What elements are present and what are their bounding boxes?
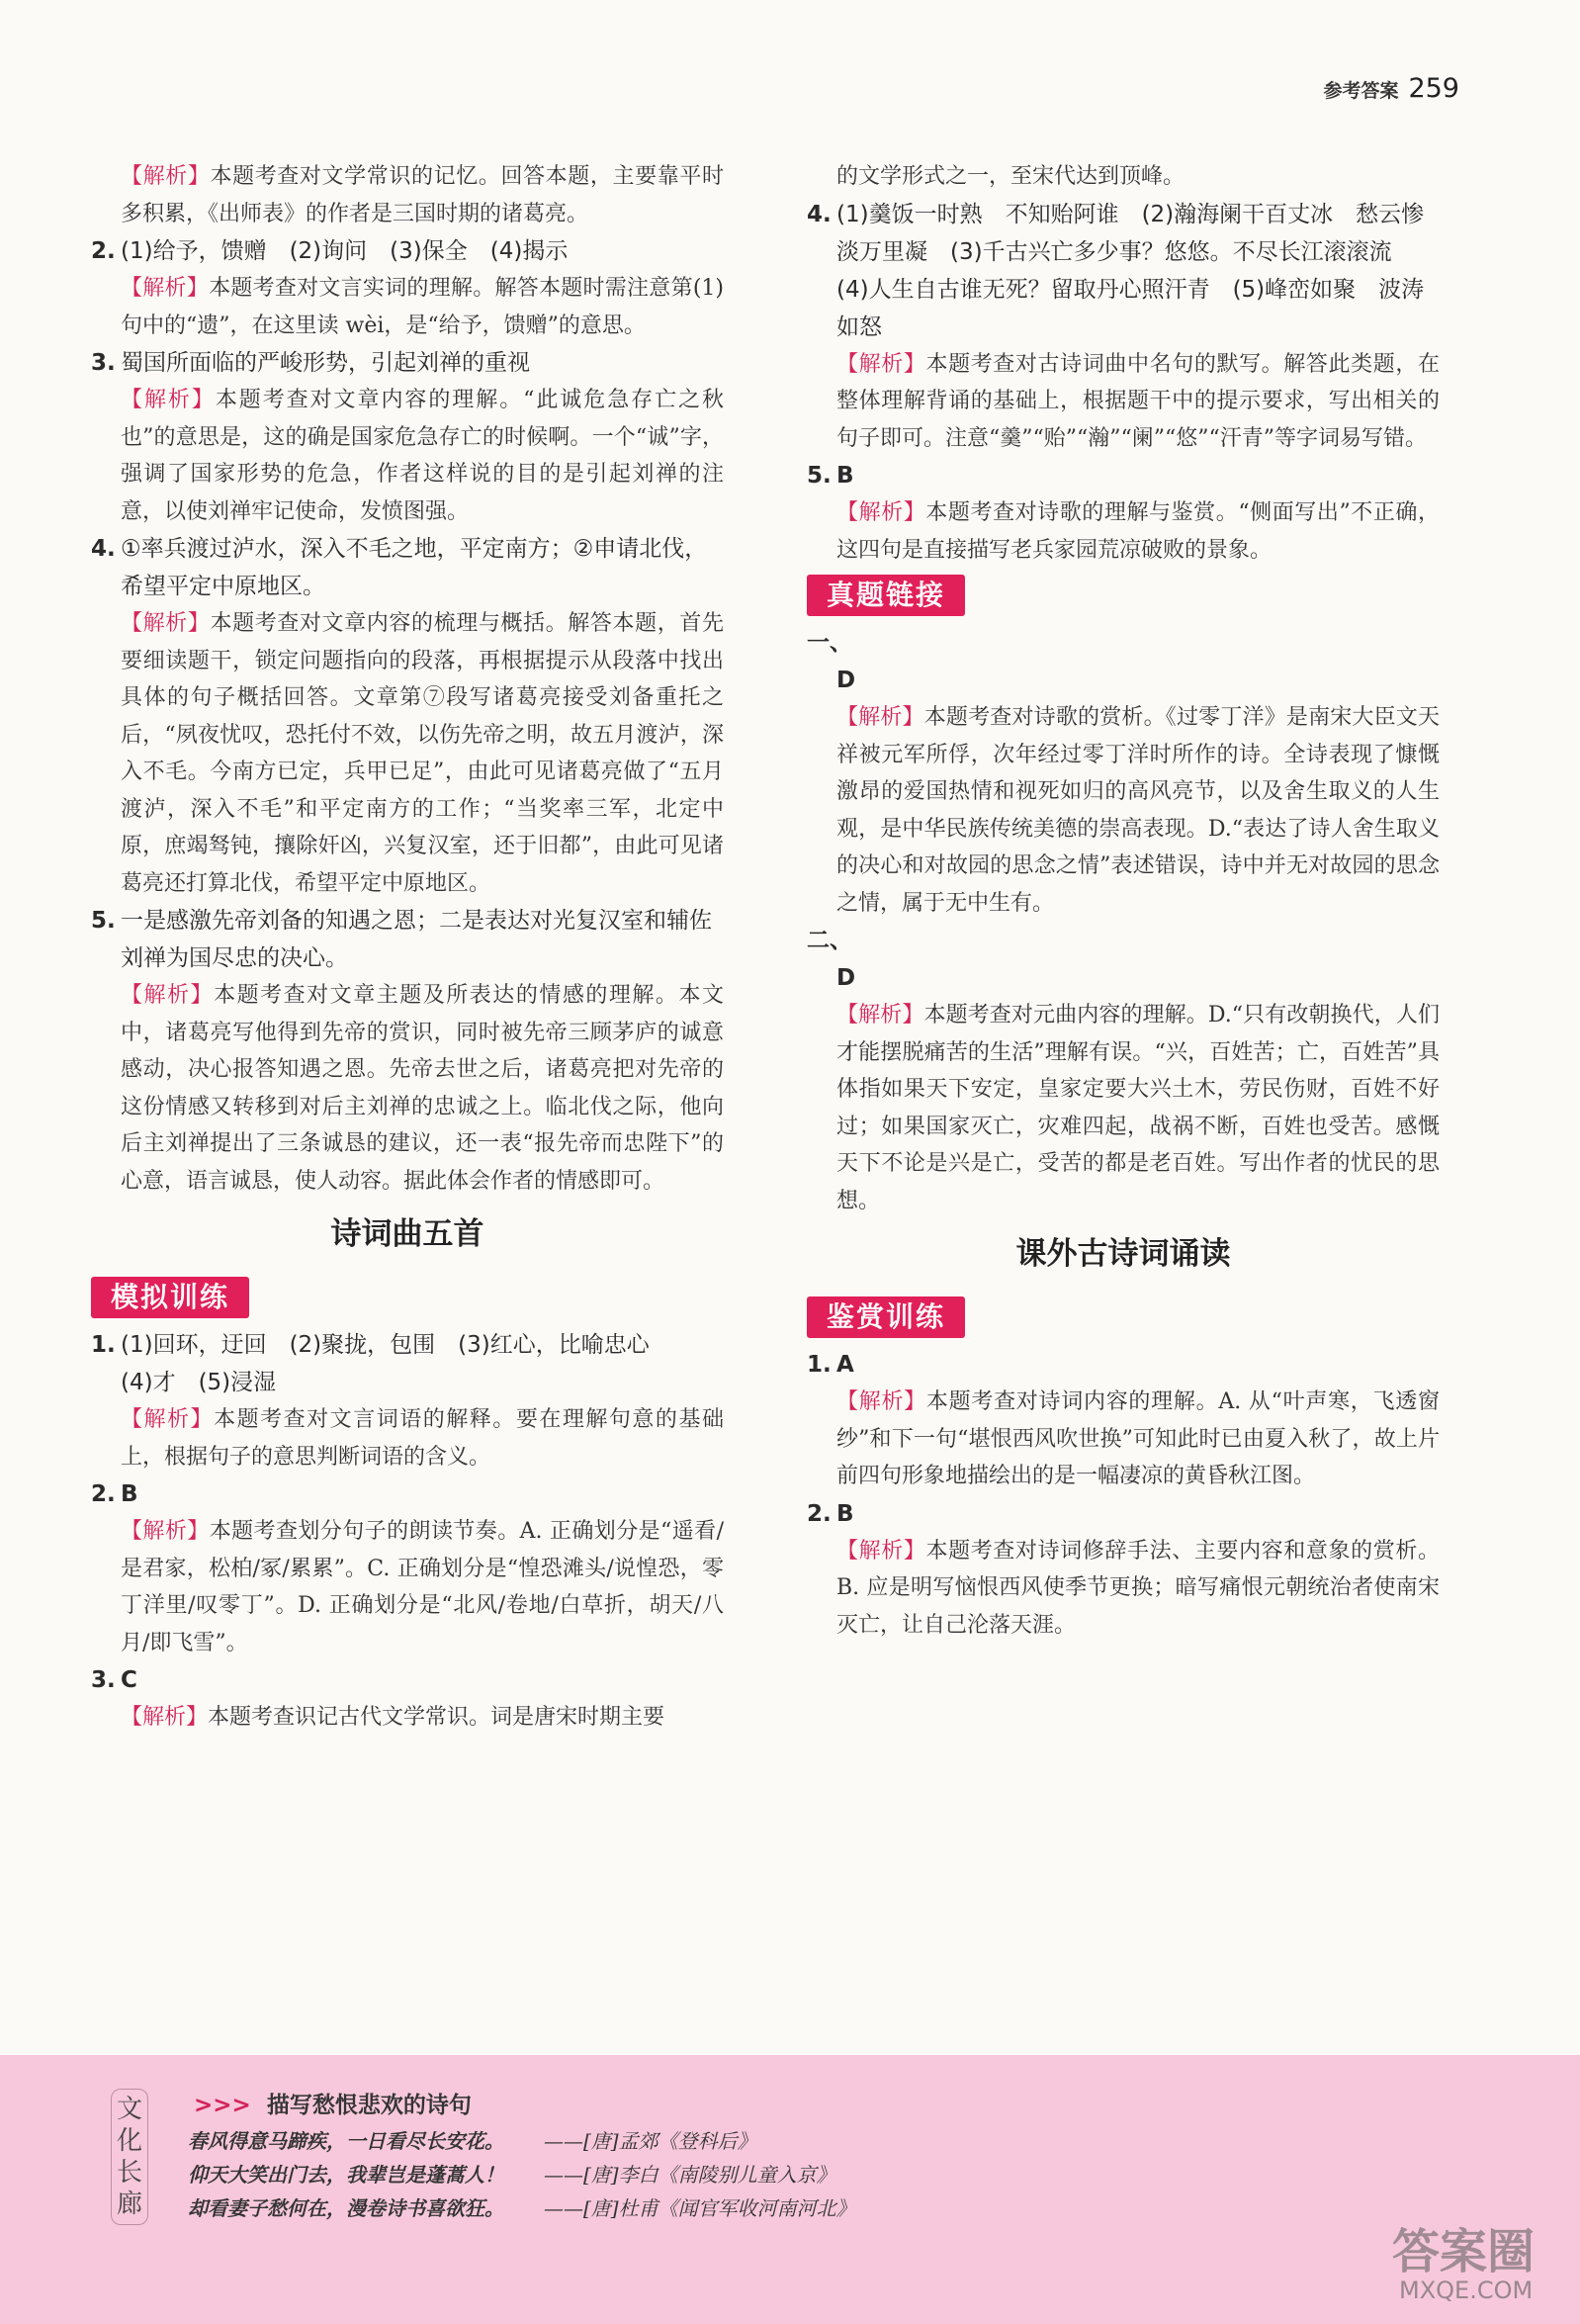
poem-text: 却看妻子愁何在，漫卷诗书喜欲狂。: [188, 2196, 504, 2220]
page-number: 259: [1408, 73, 1459, 104]
explanation: [121, 1513, 724, 1661]
answer-text: 蜀国所面临的严峻形势，引起刘禅的重视: [121, 350, 530, 376]
explanation-text: 本题考查对文言词语的解释。要在理解句意的基础上，根据句子的意思判断词语的含义。: [121, 1407, 724, 1470]
answer-text: B: [121, 1481, 138, 1507]
explanation: [121, 977, 724, 1200]
answer-text: ①率兵渡过泸水，深入不毛之地，平定南方；②申请北伐，希望平定中原地区。: [121, 536, 708, 599]
answer-text: (1)给予，馈赠 (2)询问 (3)保全 (4)揭示: [121, 238, 569, 264]
answer-text: D: [836, 668, 856, 693]
section-banner-wrap: [91, 1271, 724, 1326]
question-number: 4.: [91, 536, 116, 562]
watermark-logo: 答案圈: [1392, 2224, 1536, 2279]
side-char: 化: [116, 2126, 142, 2156]
explanation-text: 的文学形式之一，至宋代达到顶峰。: [836, 164, 1185, 189]
answer-item: [91, 1661, 724, 1699]
culture-corridor-label: [111, 2089, 148, 2225]
answer-item: [91, 1326, 724, 1364]
answer-text: (4)才 (5)浸湿: [121, 1370, 277, 1395]
explanation: [836, 997, 1440, 1219]
explanation-text: 本题考查对文章内容的理解。“此诚危急存亡之秋也”的意思是，这的确是国家危急存亡的时候啊。一个“诚”字，强调了国家形势的危急，作者这样说的目的是引起刘禅的注意，以使刘禅牢记使命，发愤图强。: [121, 388, 724, 524]
section-banner-wrap: [807, 569, 1440, 624]
question-number: 2.: [807, 1500, 832, 1527]
section-title: 课外古诗词诵读: [1015, 1236, 1231, 1272]
analysis-tag: 【解析】: [121, 276, 210, 301]
answer-text: A: [836, 1352, 854, 1378]
question-number: 5.: [807, 463, 832, 489]
question-number: 5.: [91, 908, 116, 934]
answer-text: (1)羹饭一时熟 不知贻阿谁 (2)瀚海阑干百丈冰 愁云惨淡万里凝 (3)千古兴亡多少事？悠悠。不尽长江滚滚流 (4)人生自古谁无死？留取丹心照汗青 (5)峰峦如聚 波涛如怒: [836, 201, 1425, 340]
right-column: [807, 158, 1440, 1644]
answer-text: B: [836, 1500, 854, 1527]
answer-text: 一是感激先帝刘备的知遇之恩；二是表达对光复汉室和辅佐刘禅为国尽忠的决心。: [121, 908, 712, 971]
poem-source: ——[唐]杜甫《闻官军收河南河北》: [544, 2196, 856, 2220]
question-number: 2.: [91, 238, 116, 264]
answer-item: [807, 1495, 1440, 1533]
side-char: 长: [116, 2158, 142, 2188]
explanation: [836, 494, 1440, 569]
poem-line: [188, 2191, 900, 2225]
question-number: 1.: [807, 1352, 832, 1378]
side-char: 文: [116, 2095, 142, 2124]
analysis-tag: 【解析】: [121, 388, 216, 412]
explanation: [121, 382, 724, 530]
poem-text: 仰天大笑出门去，我辈岂是蓬蒿人！: [188, 2163, 504, 2187]
answer-item: [91, 232, 724, 270]
analysis-tag: 【解析】: [836, 351, 926, 377]
section-title: 诗词曲五首: [330, 1216, 484, 1252]
question-number: 2.: [91, 1481, 116, 1507]
answer-text: B: [836, 463, 854, 489]
analysis-tag: 【解析】: [836, 705, 924, 730]
explanation-text: 本题考查对诗歌的理解与鉴赏。“侧面写出”不正确，这四句是直接描写老兵家园荒凉破败的景象。: [836, 500, 1440, 563]
explanation-text: 本题考查对古诗词曲中名句的默写。解答此类题，在整体理解背诵的基础上，根据题干中的提示要求，写出相关的句子即可。注意“羹”“贻”“瀚”“阑”“悠”“汗青”等字词易写错。: [836, 351, 1440, 451]
question-number: 3.: [91, 1667, 116, 1693]
explanation: [836, 158, 1440, 196]
poem-source: ——[唐]李白《南陵别儿童入京》: [544, 2163, 836, 2187]
explanation: [836, 1533, 1440, 1645]
question-number: 3.: [91, 350, 116, 376]
analysis-tag: 【解析】: [121, 1705, 209, 1730]
question-number: 4.: [807, 201, 832, 227]
section-banner-wrap: [807, 1291, 1440, 1346]
side-char: 廊: [116, 2190, 142, 2219]
explanation: [836, 1384, 1440, 1495]
explanation-text: 本题考查对元曲内容的理解。D.“只有改朝换代，人们才能摆脱痛苦的生活”理解有误。“兴，百姓苦；亡，百姓苦”具体指如果天下安定，皇家定要大兴土木，劳民伤财，百姓不好过；如果国家灭亡，灾难四起，战祸不断，百姓也受苦。感慨天下不论是兴是亡，受苦的都是老百姓。写出作者的忧民的思想。: [836, 1003, 1440, 1213]
left-column: [91, 158, 724, 1737]
analysis-tag: 【解析】: [836, 1538, 926, 1564]
explanation-text: 本题考查对文章主题及所表达的情感的理解。本文中，诸葛亮写他得到先帝的赏识，同时被先帝三顾茅庐的诚意感动，决心报答知遇之恩。先帝去世之后，诸葛亮把对先帝的这份情感又转移到对后主刘禅的忠诚之上。临北伐之际，他向后主刘禅提出了三条诚恳的建议，还一表“报先帝而忠陛下”的心意，语言诚恳，使人动容。据此体会作者的情感即可。: [121, 983, 724, 1194]
section-banner: 模拟训练: [91, 1277, 249, 1318]
explanation: [121, 605, 724, 902]
part-number: 二、: [807, 928, 852, 953]
explanation-text: 本题考查对诗词修辞手法、主要内容和意象的赏析。B. 应是明写恼恨西风使季节更换；暗写痛恨元朝统治者使南宋灭亡，让自己沦落天涯。: [836, 1538, 1440, 1638]
page-header: [1323, 73, 1459, 104]
explanation: [121, 270, 724, 344]
footer-title: [194, 2087, 472, 2119]
answer-item: [91, 1475, 724, 1513]
explanation: [836, 699, 1440, 922]
explanation-text: 本题考查对文章内容的梳理与概括。解答本题，首先要细读题干，锁定问题指向的段落，再根据提示从段落中找出具体的句子概括回答。文章第⑦段写诸葛亮接受刘备重托之后，“夙夜忧叹，恐托付不效，以伤先帝之明，故五月渡泸，深入不毛。今南方已定，兵甲已足”，由此可见诸葛亮做了“五月渡泸，深入不毛”和平定南方的工作；“当奖率三军，北定中原，庶竭驽钝，攘除奸凶，兴复汉室，还于旧都”，由此可见诸葛亮还打算北伐，希望平定中原地区。: [121, 611, 724, 896]
section-banner: 鉴赏训练: [807, 1296, 965, 1338]
analysis-tag: 【解析】: [836, 1389, 926, 1414]
footer-title-text: 描写愁恨悲欢的诗句: [266, 2093, 472, 2118]
watermark-url: MXQE.COM: [1399, 2277, 1534, 2304]
explanation-text: 本题考查对文言实词的理解。解答本题时需注意第(1)句中的“遗”，在这里读 wèi，是“给予，馈赠”的意思。: [121, 276, 724, 338]
poem-line: [188, 2158, 900, 2191]
analysis-tag: 【解析】: [121, 164, 211, 189]
explanation: [836, 346, 1440, 458]
answer-text: (1)回环，迂回 (2)聚拢，包围 (3)红心，比喻忠心: [121, 1332, 650, 1358]
section-banner: 真题链接: [807, 575, 965, 616]
analysis-tag: 【解析】: [121, 1407, 215, 1432]
answer-text: D: [836, 965, 856, 991]
poem-lines: [188, 2124, 900, 2225]
answer-item: [91, 530, 724, 605]
answer-item: [807, 1346, 1440, 1384]
explanation-text: 本题考查识记古代文学常识。词是唐宋时期主要: [208, 1705, 665, 1730]
explanation-text: 本题考查对文学常识的记忆。回答本题，主要靠平时多积累，《出师表》的作者是三国时期的诸葛亮。: [121, 164, 724, 226]
answer-item: [91, 344, 724, 382]
arrow-icon: >>>: [194, 2093, 251, 2118]
explanation-text: 本题考查对诗词内容的理解。A. 从“叶声寒，飞透窗纱”和下一句“堪恨西风吹世换”可知此时已由夏入秋了，故上片前四句形象地描绘出的是一幅凄凉的黄昏秋江图。: [836, 1389, 1440, 1488]
answer-item: [807, 457, 1440, 494]
header-label: 参考答案: [1323, 80, 1399, 102]
analysis-tag: 【解析】: [836, 1003, 924, 1028]
analysis-tag: 【解析】: [121, 611, 211, 636]
part-number: 一、: [807, 630, 852, 656]
question-number: 1.: [91, 1332, 116, 1358]
analysis-tag: 【解析】: [121, 1519, 210, 1544]
poem-line: [188, 2124, 900, 2158]
explanation-text: 本题考查对诗歌的赏析。《过零丁洋》是南宋大臣文天祥被元军所俘，次年经过零丁洋时所作的诗。全诗表现了慷慨激昂的爱国热情和视死如归的高风亮节，以及舍生取义的人生观，是中华民族传统美德的崇高表现。D.“表达了诗人舍生取义的决心和对故园的思念之情”表述错误，诗中并无对故园的思念之情，属于无中生有。: [836, 705, 1440, 916]
answer-item: [807, 196, 1440, 346]
analysis-tag: 【解析】: [836, 500, 926, 525]
explanation: [121, 1699, 724, 1737]
explanation-text: 本题考查划分句子的朗读节奏。A. 正确划分是“遥看/是君家，松柏/冢/累累”。C. 正确划分是“惶恐滩头/说惶恐，零丁洋里/叹零丁”。D. 正确划分是“北风/卷地/白草折，胡天/八月/即飞雪”。: [121, 1519, 724, 1655]
poem-text: 春风得意马蹄疾，一日看尽长安花。: [188, 2129, 504, 2153]
culture-corridor-footer: [0, 2055, 1580, 2324]
answer-text: C: [121, 1667, 137, 1693]
answer-item: [91, 902, 724, 977]
explanation: [121, 158, 724, 232]
explanation: [121, 1401, 724, 1475]
poem-source: ——[唐]孟郊《登科后》: [544, 2129, 757, 2153]
analysis-tag: 【解析】: [121, 983, 215, 1008]
